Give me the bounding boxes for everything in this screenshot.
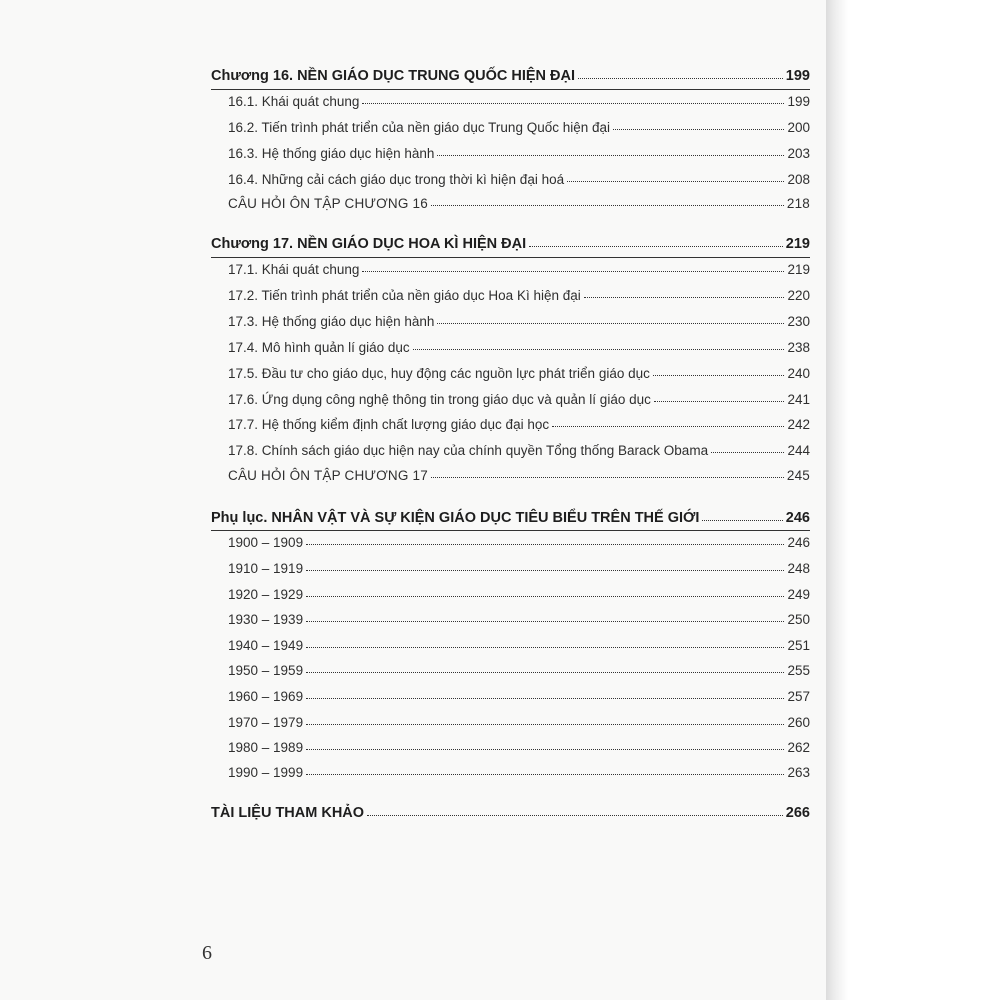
- toc-entry-1990s[interactable]: [228, 765, 810, 780]
- toc-entry-17-1[interactable]: [228, 262, 810, 277]
- dot-leader: [367, 815, 783, 816]
- entry-label: 1990 – 1999: [228, 765, 304, 780]
- chapter-title: Phụ lục. NHÂN VẬT VÀ SỰ KIỆN GIÁO DỤC TIÊU BIỂU TRÊN THẾ GIỚI: [211, 510, 700, 526]
- toc-chapter-17[interactable]: [211, 236, 810, 252]
- dot-leader: [306, 596, 784, 597]
- entry-label: 17.5. Đầu tư cho giáo dục, huy động các nguồn lực phát triển giáo dục: [228, 366, 650, 381]
- page-ref: 199: [785, 68, 810, 84]
- page-ref: 248: [787, 561, 810, 576]
- page-ref: 199: [787, 94, 810, 109]
- page-ref: 246: [785, 510, 810, 526]
- entry-label: 1980 – 1989: [228, 740, 304, 755]
- section-divider: [211, 89, 810, 90]
- dot-leader: [306, 621, 784, 622]
- page-ref: 244: [787, 443, 810, 458]
- toc-entry-16-3[interactable]: [228, 146, 810, 161]
- toc-appendix[interactable]: [211, 510, 810, 526]
- toc-entry-16-2[interactable]: [228, 120, 810, 135]
- dot-leader: [413, 349, 785, 350]
- page-ref: 255: [787, 663, 810, 678]
- dot-leader: [653, 375, 785, 376]
- page-edge-shadow: [826, 0, 1000, 1000]
- dot-leader: [529, 246, 783, 247]
- page-ref: 262: [787, 740, 810, 755]
- dot-leader: [702, 520, 782, 521]
- toc-entry-16-4[interactable]: [228, 172, 810, 187]
- dot-leader: [306, 774, 784, 775]
- page-ref: 263: [787, 765, 810, 780]
- toc-entry-17-8[interactable]: [228, 443, 810, 458]
- dot-leader: [552, 426, 784, 427]
- review-label: CÂU HỎI ÔN TẬP CHƯƠNG 17: [228, 468, 428, 483]
- page-ref: 245: [786, 468, 810, 483]
- entry-label: 1940 – 1949: [228, 638, 304, 653]
- toc-entry-17-2[interactable]: [228, 288, 810, 303]
- chapter-title: TÀI LIỆU THAM KHẢO: [211, 805, 365, 821]
- entry-label: 17.3. Hệ thống giáo dục hiện hành: [228, 314, 435, 329]
- toc-entry-17-5[interactable]: [228, 366, 810, 381]
- dot-leader: [306, 749, 784, 750]
- page-ref: 249: [787, 587, 810, 602]
- toc-entry-1960s[interactable]: [228, 689, 810, 704]
- dot-leader: [362, 103, 784, 104]
- page-ref: 257: [787, 689, 810, 704]
- entry-label: 17.2. Tiến trình phát triển của nền giáo dục Hoa Kì hiện đại: [228, 288, 581, 303]
- toc-entry-1970s[interactable]: [228, 715, 810, 730]
- toc-review-17[interactable]: [228, 468, 810, 483]
- entry-label: 17.4. Mô hình quản lí giáo dục: [228, 340, 410, 355]
- toc-entry-1950s[interactable]: [228, 663, 810, 678]
- dot-leader: [306, 544, 784, 545]
- entry-label: 1970 – 1979: [228, 715, 304, 730]
- toc-entry-1980s[interactable]: [228, 740, 810, 755]
- page-ref: 242: [787, 417, 810, 432]
- page-ref: 240: [787, 366, 810, 381]
- dot-leader: [567, 181, 784, 182]
- toc-entry-1920s[interactable]: [228, 587, 810, 602]
- page-ref: 219: [785, 236, 810, 252]
- entry-label: 1910 – 1919: [228, 561, 304, 576]
- page-number: 6: [202, 942, 212, 964]
- page-ref: 218: [786, 196, 810, 211]
- dot-leader: [437, 323, 784, 324]
- entry-label: 16.1. Khái quát chung: [228, 94, 360, 109]
- entry-label: 17.1. Khái quát chung: [228, 262, 360, 277]
- toc-chapter-16[interactable]: [211, 68, 810, 84]
- page-ref: 241: [787, 392, 810, 407]
- entry-label: 16.3. Hệ thống giáo dục hiện hành: [228, 146, 435, 161]
- dot-leader: [431, 477, 784, 478]
- toc-entry-17-6[interactable]: [228, 392, 810, 407]
- dot-leader: [306, 570, 784, 571]
- dot-leader: [306, 647, 784, 648]
- entry-label: 1960 – 1969: [228, 689, 304, 704]
- page-ref: 246: [787, 535, 810, 550]
- dot-leader: [578, 78, 783, 79]
- chapter-title: Chương 16. NỀN GIÁO DỤC TRUNG QUỐC HIỆN ĐẠI: [211, 68, 575, 84]
- review-label: CÂU HỎI ÔN TẬP CHƯƠNG 16: [228, 196, 428, 211]
- page-ref: 251: [787, 638, 810, 653]
- entry-label: 1920 – 1929: [228, 587, 304, 602]
- dot-leader: [362, 271, 784, 272]
- entry-label: 1900 – 1909: [228, 535, 304, 550]
- toc-entry-17-7[interactable]: [228, 417, 810, 432]
- entry-label: 17.6. Ứng dụng công nghệ thông tin trong giáo dục và quản lí giáo dục: [228, 392, 651, 407]
- toc-entry-17-3[interactable]: [228, 314, 810, 329]
- entry-label: 16.4. Những cải cách giáo dục trong thời kì hiện đại hoá: [228, 172, 565, 187]
- entry-label: 1930 – 1939: [228, 612, 304, 627]
- toc-references[interactable]: [211, 805, 810, 821]
- page-ref: 260: [787, 715, 810, 730]
- page-ref: 200: [787, 120, 810, 135]
- dot-leader: [306, 672, 784, 673]
- section-divider: [211, 530, 810, 531]
- entry-label: 1950 – 1959: [228, 663, 304, 678]
- chapter-title: Chương 17. NỀN GIÁO DỤC HOA KÌ HIỆN ĐẠI: [211, 236, 527, 252]
- toc-entry-1940s[interactable]: [228, 638, 810, 653]
- dot-leader: [654, 401, 785, 402]
- dot-leader: [437, 155, 784, 156]
- toc-entry-1930s[interactable]: [228, 612, 810, 627]
- dot-leader: [306, 698, 784, 699]
- page-ref: 238: [787, 340, 810, 355]
- dot-leader: [584, 297, 785, 298]
- entry-label: 16.2. Tiến trình phát triển của nền giáo dục Trung Quốc hiện đại: [228, 120, 611, 135]
- toc-entry-16-1[interactable]: [228, 94, 810, 109]
- page-ref: 203: [787, 146, 810, 161]
- toc-entry-1900s[interactable]: [228, 535, 810, 550]
- page-ref: 220: [787, 288, 810, 303]
- entry-label: 17.7. Hệ thống kiểm định chất lượng giáo dục đại học: [228, 417, 550, 432]
- page-ref: 266: [785, 805, 810, 821]
- page-ref: 230: [787, 314, 810, 329]
- toc-entry-17-4[interactable]: [228, 340, 810, 355]
- dot-leader: [613, 129, 784, 130]
- section-divider: [211, 257, 810, 258]
- page-ref: 219: [787, 262, 810, 277]
- toc-entry-1910s[interactable]: [228, 561, 810, 576]
- dot-leader: [431, 205, 784, 206]
- dot-leader: [711, 452, 784, 453]
- toc-review-16[interactable]: [228, 196, 810, 211]
- page-ref: 208: [787, 172, 810, 187]
- page-ref: 250: [787, 612, 810, 627]
- entry-label: 17.8. Chính sách giáo dục hiện nay của chính quyền Tổng thống Barack Obama: [228, 443, 709, 458]
- dot-leader: [306, 724, 784, 725]
